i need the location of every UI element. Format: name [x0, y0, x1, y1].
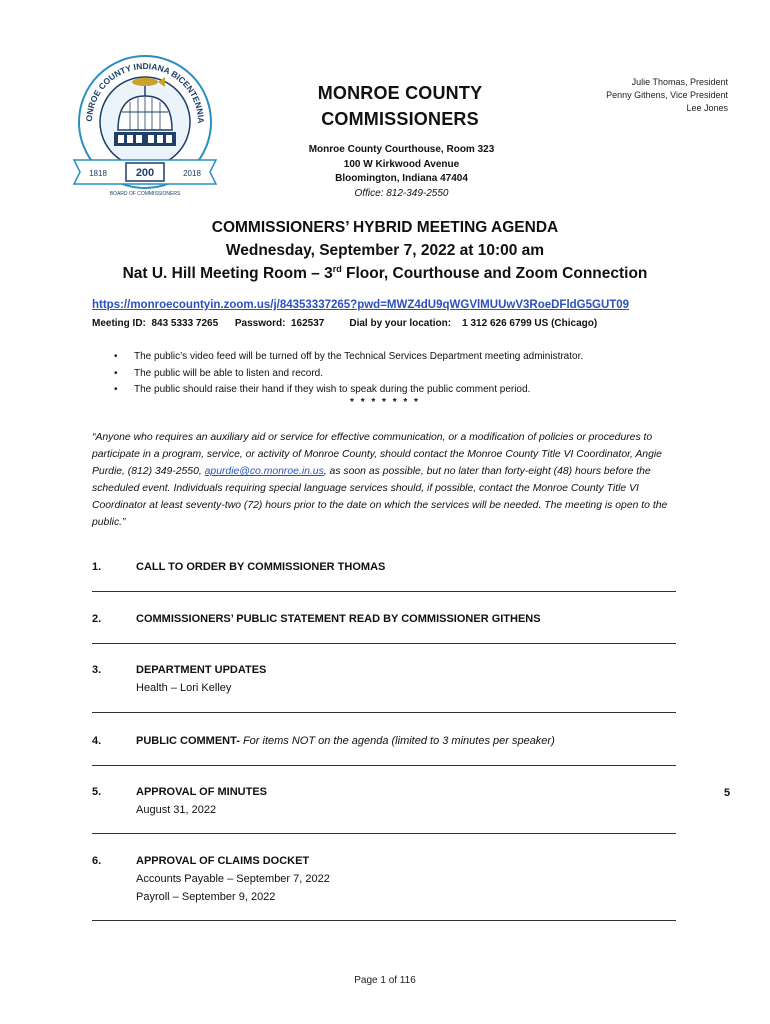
divider-line: [92, 765, 676, 766]
coordinator-email-link[interactable]: apurdie@co.monroe.in.us: [204, 466, 324, 477]
agenda-heading: [60, 216, 710, 285]
seal-year-right: 2018: [183, 169, 201, 178]
divider-line: [92, 920, 676, 921]
item-number: 5.: [92, 786, 102, 798]
item-number: 2.: [92, 613, 102, 625]
zoom-meeting-link[interactable]: https://monroecountyin.zoom.us/j/84353337265?pwd=MWZ4dU9qWGVlMUUwV3RoeDFldG5GUT09: [92, 299, 630, 311]
item-title: DEPARTMENT UPDATES: [136, 664, 267, 676]
item-title: APPROVAL OF MINUTES: [136, 786, 267, 798]
office-phone: Office: 812-349-2550: [354, 187, 449, 199]
divider-line: [92, 643, 676, 644]
agenda-item-3: [92, 661, 682, 697]
agenda-item-2: [92, 610, 682, 628]
section-divider-stars: * * * * * * *: [350, 397, 420, 408]
page-number-footer: Page 1 of 116: [354, 975, 416, 986]
officer-president: Julie Thomas, President: [631, 77, 728, 87]
seal-year-left: 1818: [89, 169, 107, 178]
agenda-item-6: [92, 852, 682, 906]
agenda-item-5: [92, 783, 682, 819]
org-title-line2: COMMISSIONERS: [321, 109, 479, 129]
agenda-date: Wednesday, September 7, 2022 at 10:00 am: [225, 242, 545, 259]
accessibility-notice: “Anyone who requires an auxiliary aid or service for effective communication, or a modification of policies or procedures to participate in a program, service, or activity of Monroe County, should contact the Monroe County Title VI Coordinator, Angie Purdie, (812) 349-2550, apurdie@co.monroe.in.us, as soon as possible, but no later than forty-eight (48) hours before the scheduled event. Individuals requiring special language services should, if possible, contact the Monroe County Title VI Coordinator at least seventy-two (72) hours prior to the date on which the services will be needed. The meeting is open to the public.”: [92, 432, 668, 528]
item-number: 3.: [92, 664, 102, 676]
agenda-item-1: [92, 558, 682, 576]
seal-arc-text: ONROE COUNTY INDIANA BICENTENNIA: [83, 60, 207, 124]
item-title: COMMISSIONERS’ PUBLIC STATEMENT READ BY COMMISSIONER GITHENS: [136, 613, 541, 625]
participation-bullets: [110, 349, 583, 399]
divider-line: [92, 591, 676, 592]
item-number: 6.: [92, 855, 102, 867]
officer-member: Lee Jones: [686, 103, 728, 113]
org-title-line1: MONROE COUNTY: [317, 83, 483, 103]
address-line2: 100 W Kirkwood Avenue: [343, 158, 460, 170]
item-title: CALL TO ORDER BY COMMISSIONER THOMAS: [136, 561, 386, 573]
item-number: 1.: [92, 561, 102, 573]
list-item: • The public’s video feed will be turned off by the Technical Services Department meeting administrator.: [110, 349, 583, 366]
agenda-title: COMMISSIONERS’ HYBRID MEETING AGENDA: [211, 219, 559, 236]
item-detail: August 31, 2022: [136, 804, 217, 816]
address-block: [260, 143, 543, 201]
address-line3: Bloomington, Indiana 47404: [335, 173, 468, 184]
item-detail: Accounts Payable – September 7, 2022: [136, 873, 330, 885]
seal-bottom-text: BOARD OF COMMISSIONERS: [109, 191, 181, 197]
organization-title: [280, 80, 520, 132]
officer-vice-president: Penny Githens, Vice President: [606, 90, 728, 100]
seal-center-number: 200: [135, 167, 155, 179]
meeting-credentials: Meeting ID: 843 5333 7265 Password: 162537 Dial by your location: 1 312 626 6799 US (Chicago): [92, 318, 598, 329]
list-item: • The public will be able to listen and record.: [110, 366, 583, 383]
item-detail: Payroll – September 9, 2022: [136, 891, 276, 903]
item-page-reference: 5: [724, 787, 731, 799]
agenda-item-4: [92, 732, 682, 750]
item-detail: Health – Lori Kelley: [136, 682, 232, 694]
item-number: 4.: [92, 735, 102, 747]
item-title: APPROVAL OF CLAIMS DOCKET: [136, 855, 310, 867]
divider-line: [92, 833, 676, 834]
divider-line: [92, 712, 676, 713]
item-title: PUBLIC COMMENT- For items NOT on the agenda (limited to 3 minutes per speaker): [136, 735, 555, 747]
list-item: • The public should raise their hand if they wish to speak during the public comment period.: [110, 382, 583, 399]
officers-list: [606, 76, 728, 115]
address-line1: Monroe County Courthouse, Room 323: [308, 144, 495, 155]
agenda-location: Nat U. Hill Meeting Room – 3rd Floor, Courthouse and Zoom Connection: [122, 263, 648, 282]
county-seal-logo: [70, 42, 220, 200]
